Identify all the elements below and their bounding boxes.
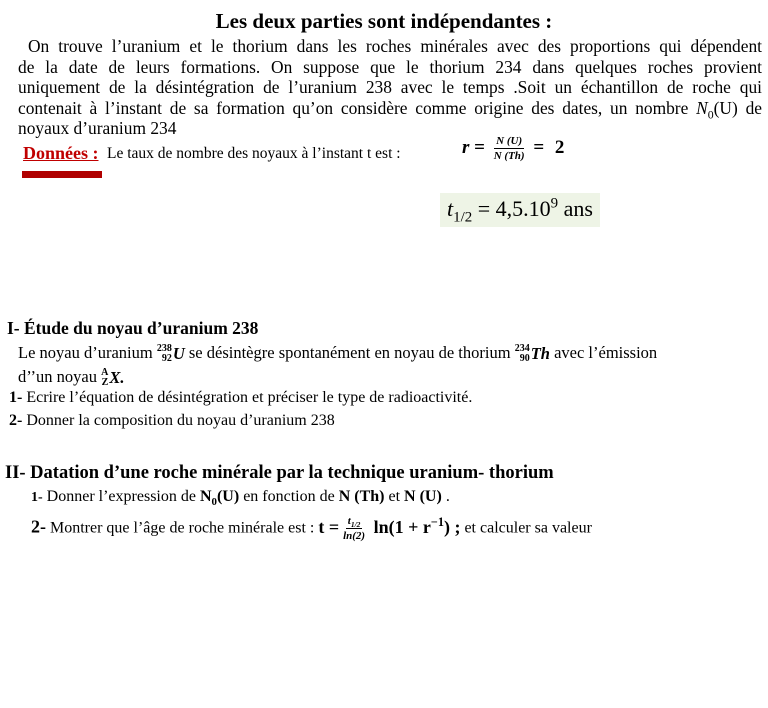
ratio-formula xyxy=(462,134,564,163)
question-1-1: 1- Ecrire l’équation de désintégration et préciser le type de radioactivité. xyxy=(9,389,473,406)
intro-paragraph xyxy=(18,36,762,139)
age-formula: t = $\frac{t_{1/2}}{\ln(2)}$ $\ln(1 + r^{-1})$ ; xyxy=(318,514,461,542)
text: Le noyau d’uranium xyxy=(18,343,153,362)
intro-line: On trouve l’uranium et le thorium dans les roches minérales avec des proportions qui dépendent xyxy=(28,36,762,56)
equals-sign: = xyxy=(533,136,545,158)
ratio-fraction xyxy=(492,134,527,163)
section-2-title: II- Datation d’une roche minérale par la technique uranium- thorium xyxy=(5,463,554,483)
page-title: Les deux parties sont indépendantes : xyxy=(215,9,553,33)
question-1-2: 2- Donner la composition du noyau d’uranium 238 xyxy=(9,412,335,429)
half-life-exponent: 9 xyxy=(550,195,559,212)
equals-sign: = xyxy=(474,136,485,158)
r-symbol: r xyxy=(462,136,470,158)
text: avec l’émission xyxy=(554,343,658,362)
particle-x: A Z X. xyxy=(101,367,125,389)
text: d’’un noyau xyxy=(18,367,97,386)
intro-line-text: contenait à l’instant de sa formation qu’on considère comme origine des dates, un nombre xyxy=(18,97,689,118)
intro-line-end: de xyxy=(745,97,762,118)
section-1-line-1 xyxy=(18,343,657,364)
half-life-symbol: t xyxy=(447,196,454,221)
question-2-2: 2- Montrer que l’âge de roche minérale est : t = $\frac{t_{1/2}}{\ln(2)}$ $\ln(1 + r^{-1})$ ; et calculer sa valeur xyxy=(31,514,592,542)
intro-line: noyaux d’uranium 234 xyxy=(18,118,177,139)
intro-line: uniquement de la désintégration de l’uranium 238 avec le temps .Soit un échantillon de roche qui xyxy=(18,77,762,98)
age-fraction: $\frac{t_{1/2}}{\ln(2)}$ xyxy=(343,515,366,542)
half-life-value: = 4,5.10 xyxy=(472,196,551,221)
half-life-unit: ans xyxy=(558,196,593,221)
intro-line-formula xyxy=(18,97,762,122)
donnees-label: Données : xyxy=(22,141,102,178)
ratio-value: 2 xyxy=(554,136,565,158)
section-1-line-2 xyxy=(18,367,124,388)
intro-line: de la date de leurs formations. On suppose que le thorium 234 dans quelques roches provient xyxy=(18,56,762,77)
n0-symbol: $N_0(U)$ xyxy=(696,97,738,122)
half-life-box xyxy=(440,193,600,227)
thorium-isotope: 234 90 Th xyxy=(514,343,550,365)
text: se désintègre spontanément en noyau de thorium xyxy=(188,343,511,362)
half-life-subscript: 1/2 xyxy=(453,209,473,226)
question-2-1: 1- Donner l’expression de $N_0(U)$ en fonction de N (Th) et N (U) . xyxy=(31,488,450,509)
uranium-isotope: 238 92 U xyxy=(156,343,185,365)
fraction-numerator: N (U) xyxy=(496,135,523,147)
n0-expression: $N_0(U)$ xyxy=(199,488,240,509)
donnees-text: Le taux de nombre des noyaux à l’instant t est : xyxy=(107,145,401,162)
fraction-denominator: N (Th) xyxy=(493,150,525,162)
section-1-title: I- Étude du noyau d’uranium 238 xyxy=(7,318,259,338)
